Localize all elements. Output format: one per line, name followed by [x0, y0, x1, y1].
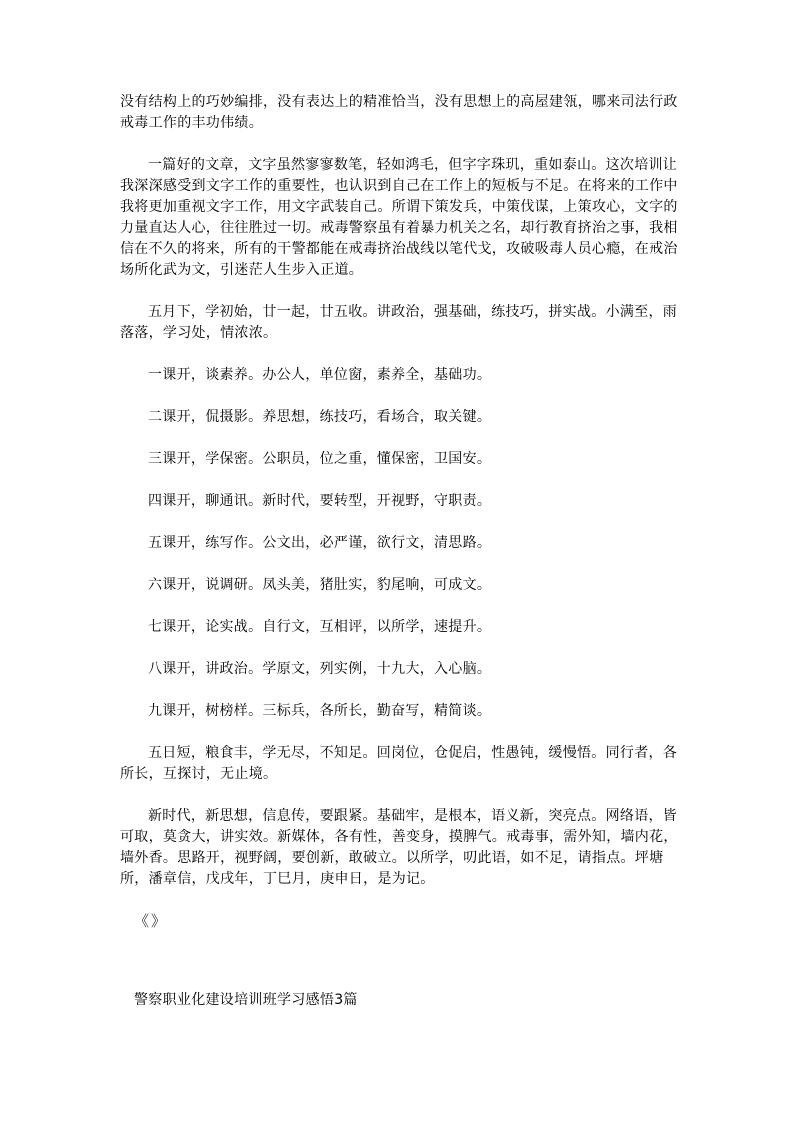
paragraph-lesson-4: 四课开，聊通讯。新时代，要转型，开视野，守职责。: [148, 493, 492, 509]
paragraph-closing: 新时代，新思想，信息传，要跟紧。基础牢，是根本，语义新，突亮点。网络语，皆可取，莫贪大，讲实效。新媒体，各有性，善变身，摸脾气。戒毒事，需外知，墙内花，墙外香。思路开，视野阔，要创新，敢破立。以所学，叨此语，如不足，请指点。坪塘所，潘章信，戊戌年，丁巳月，庚申日，是为记。: [120, 808, 678, 887]
paragraph-lesson-1: 一课开，谈素养。办公人，单位窗，素养全，基础功。: [148, 367, 492, 383]
paragraph-lesson-2: 二课开，侃摄影。养思想，练技巧，看场合，取关键。: [148, 409, 492, 425]
next-article-title: 警察职业化建设培训班学习感悟3篇: [134, 992, 358, 1008]
paragraph-lesson-8: 八课开，讲政治。学原文，列实例，十九大，入心脑。: [148, 661, 492, 677]
paragraph-lesson-3: 三课开，学保密。公职员，位之重，懂保密，卫国安。: [148, 451, 492, 467]
paragraph-intro: 没有结构上的巧妙编排，没有表达上的精准恰当，没有思想上的高屋建瓴，哪来司法行政戒毒工作的丰功伟绩。: [120, 94, 678, 131]
paragraph-lesson-7: 七课开，论实战。自行文，互相评，以所学，速提升。: [148, 619, 492, 635]
ornament-brackets: 《》: [134, 912, 169, 930]
paragraph-schedule: 五月下，学初始，廿一起，廿五收。讲政治，强基础，练技巧，拼实战。小满至，雨落落，学习处，情浓浓。: [120, 304, 678, 341]
paragraph-lesson-6: 六课开，说调研。凤头美，猪肚实，豹尾响，可成文。: [148, 577, 492, 593]
document-body: [120, 92, 680, 932]
paragraph-summary: 五日短，粮食丰，学无尽，不知足。回岗位，仓促启，性愚钝，缓慢悟。同行者，各所长，互探讨，无止境。: [120, 745, 678, 782]
paragraph-lesson-5: 五课开，练写作。公文出，必严谨，欲行文，清思路。: [148, 535, 492, 551]
paragraph-article: 一篇好的文章，文字虽然寥寥数笔，轻如鸿毛，但字字珠玑，重如泰山。这次培训让我深深感受到文字工作的重要性，也认识到自己在工作上的短板与不足。在将来的工作中我将更加重视文字工作，用文字武装自己。所谓下策发兵，中策伐谋，上策攻心，文字的力量直达人心，往往胜过一切。戒毒警察虽有着暴力机关之名，却行教育挤治之事，我相信在不久的将来，所有的干警都能在戒毒挤治战线以笔代戈，攻破吸毒人员心瘾，在戒治场所化武为文，引迷茫人生步入正道。: [120, 157, 678, 278]
paragraph-lesson-9: 九课开，树榜样。三标兵，各所长，勤奋写，精简谈。: [148, 703, 492, 719]
